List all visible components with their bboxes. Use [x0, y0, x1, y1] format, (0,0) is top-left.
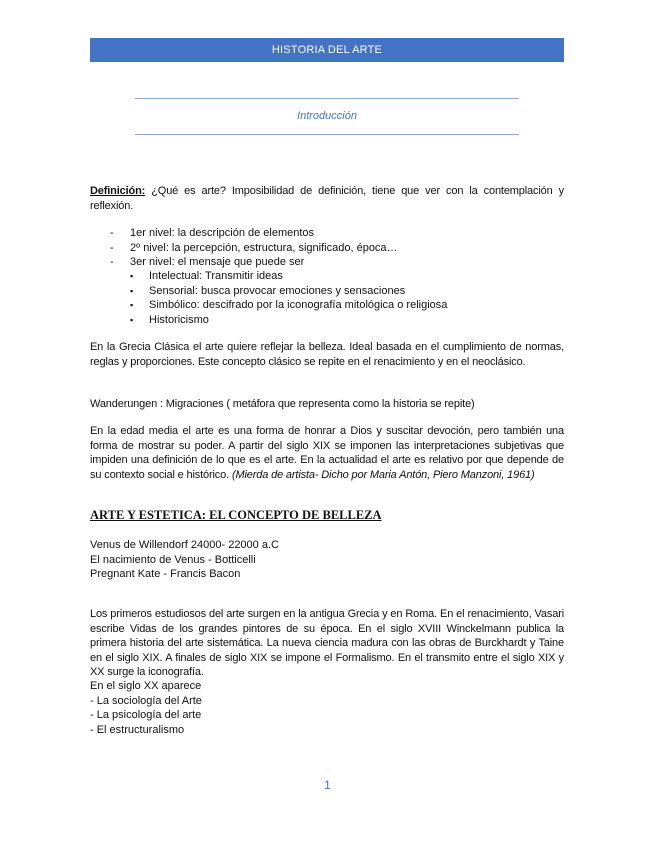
list-item: - La psicología del arte: [90, 709, 202, 721]
list-item: - 2º nivel: la percepción, estructura, significado, época…: [110, 241, 398, 256]
intro-bottom-rule: [135, 134, 519, 135]
header-bar: [90, 38, 564, 62]
list-item: - El estructuralismo: [90, 723, 185, 736]
definition-text: ¿Qué es arte? Imposibilidad de definición, tiene que ver con la contemplación y reflexión.: [90, 185, 564, 212]
page-number: 1: [324, 778, 331, 792]
twentieth-list: [90, 679, 202, 737]
levels-list: [110, 226, 398, 270]
wanderungen-paragraph: Wanderungen : Migraciones ( metáfora que representa como la historia se repite): [90, 398, 475, 410]
list-item: Pregnant Kate - Francis Bacon: [90, 568, 241, 580]
sublevels-list: [130, 269, 447, 327]
edad-media-quote: (Mierda de artista- Dicho por Maria Antón, Piero Manzoni, 1961): [231, 468, 535, 481]
grecia-paragraph: En la Grecia Clásica el arte quiere reflejar la belleza. Ideal basada en el cumplimiento de normas, reglas y proporciones. Este concepto clásico se repite en el renacimiento y en el neoclásico.: [90, 341, 564, 368]
history-paragraph: Los primeros estudiosos del arte surgen en la antigua Grecia y en Roma. En el renacimiento, Vasari escribe Vidas de los grandes pintores de su época. En el siglo XVIII Winckelmann publica la primera historia del arte sistemática. La nueva ciencia madura con las obras de Burckhardt y Taine en el siglo XIX. A finales de siglo XIX se impone el Formalismo. En el transmito entre el siglo XIX y XX surge la iconografía.: [90, 608, 564, 678]
list-item: ▪ Sensorial: busca provocar emociones y sensaciones: [130, 284, 447, 299]
list-item: - La sociología del Arte: [90, 694, 202, 707]
list-item: El nacimiento de Venus - Botticelli: [90, 553, 256, 566]
intro-title: Introducción: [297, 110, 357, 122]
definition-label: Definición:: [90, 185, 146, 197]
list-item: - 1er nivel: la descripción de elementos: [110, 226, 398, 241]
intro-top-rule: [135, 98, 519, 99]
list-item: En el siglo XX aparece: [90, 680, 202, 692]
list-item: - 3er nivel: el mensaje que puede ser: [110, 255, 398, 270]
list-item: ▪ Intelectual: Transmitir ideas: [130, 269, 447, 284]
edad-media-text: En la edad media el arte es una forma de honrar a Dios y suscitar devoción, pero también una forma de mostrar su poder. A partir del siglo XIX se imponen las interpretaciones subjetivas que impiden una definición de lo que es el arte. En la actualidad el arte es relativo por que depende de su contexto social e histórico.: [90, 425, 564, 481]
list-item: ▪ Historicismo: [130, 313, 447, 328]
edad-media-paragraph: [90, 424, 564, 482]
section-heading: ARTE Y ESTETICA: EL CONCEPTO DE BELLEZA: [90, 508, 382, 522]
list-item: ▪ Simbólico: descifrado por la iconografía mitológica o religiosa: [130, 298, 447, 313]
works-list: [90, 538, 279, 582]
definition-paragraph: [90, 184, 564, 213]
list-item: Venus de Willendorf 24000- 22000 a.C: [90, 539, 279, 551]
document-title: HISTORIA DEL ARTE: [271, 44, 383, 56]
